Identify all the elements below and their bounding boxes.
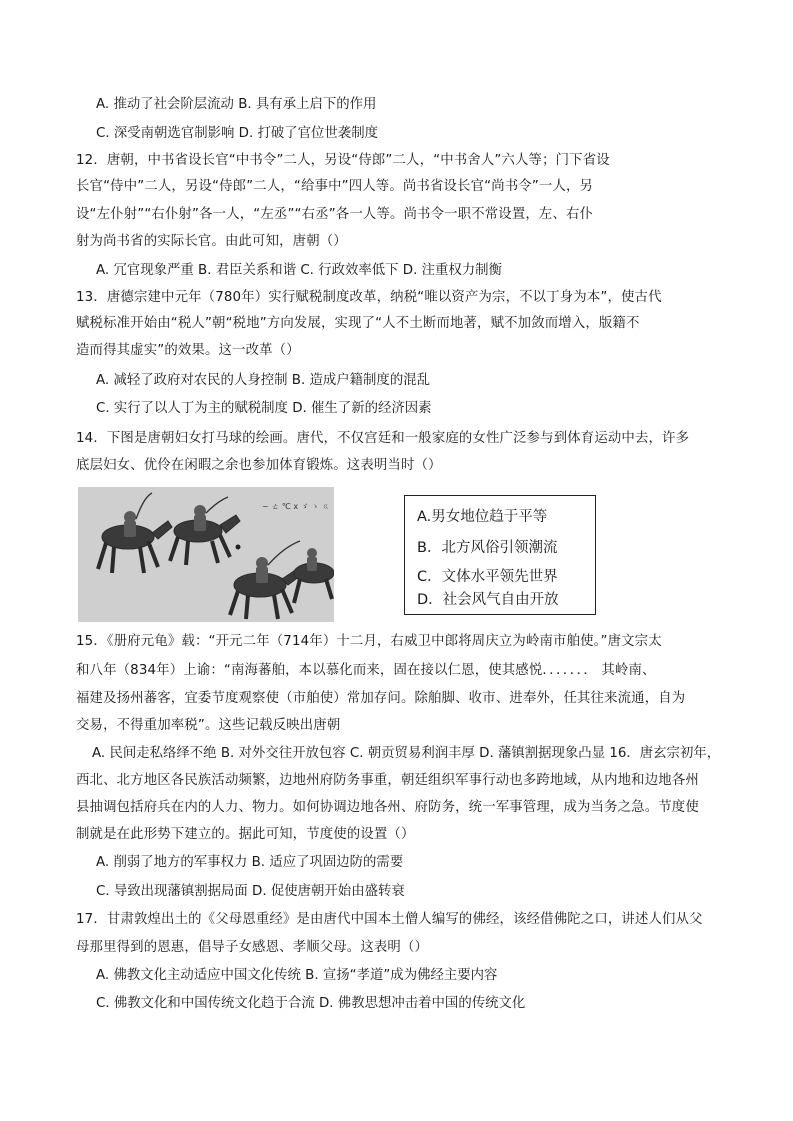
q17-options-ab: A. 佛教文化主动适应中国文化传统 B. 宣扬“孝道”成为佛经主要内容 bbox=[96, 968, 498, 983]
q16-options-ab: A. 削弱了地方的军事权力 B. 适应了巩固边防的需要 bbox=[96, 855, 404, 870]
q12-options: A. 冗官现象严重 B. 君臣关系和谐 C. 行政效率低下 D. 注重权力制衡 bbox=[96, 263, 502, 278]
q14-options-box bbox=[404, 495, 596, 615]
q16-text-line-3: 县抽调包括府兵在内的人力、物力。如何协调边地各州、府防务，统一军事管理，成为当务之急。节度使 bbox=[76, 800, 699, 815]
q13-options-cd: C. 实行了以人丁为主的赋税制度 D. 催生了新的经济因素 bbox=[96, 401, 432, 416]
q17-text-line-1: 17．甘肃敦煌出土的《父母恩重经》是由唐代中国本土僧人编写的佛经，该经借佛陀之口，讲述人们从父 bbox=[76, 912, 703, 927]
q15-text-line-4: 交易，不得重加率税”。这些记载反映出唐朝 bbox=[76, 718, 341, 733]
q14-option-d: D．社会风气自由开放 bbox=[417, 592, 559, 608]
q13-text-line-2: 赋税标准开始由“税人”朝“税地”方向发展，实现了“人不土断而地著，赋不加敛而增入，版籍不 bbox=[76, 316, 640, 331]
q17-text-line-2: 母那里得到的恩惠，倡导子女感恩、孝顺父母。这表明（） bbox=[76, 940, 429, 955]
q14-option-b: B．北方风俗引领潮流 bbox=[417, 540, 558, 556]
q12-text-line-2: 长官“侍中”二人，另设“侍郎”二人，“给事中”四人等。尚书省设长官“尚书令”一人，另 bbox=[76, 179, 594, 194]
q15-text-line-2: 和八年（834年）上谕：“南海蕃舶，本以慕化而来，固在接以仁恩，使其感悦．．．．．．． 其岭南、 bbox=[76, 663, 656, 678]
polo-painting-image bbox=[78, 487, 334, 622]
q13-options-ab: A. 减轻了政府对农民的人身控制 B. 造成户籍制度的混乱 bbox=[96, 373, 430, 388]
q16-text-line-4: 制就是在此形势下建立的。据此可知，节度使的设置（） bbox=[76, 827, 415, 842]
q12-text-line-3: 设“左仆射”“右仆射”各一人，“左丞”“右丞”各一人等。尚书令一职不常设置，左、右仆 bbox=[76, 207, 594, 222]
q11-options-ab: A. 推动了社会阶层流动 B. 具有承上启下的作用 bbox=[96, 97, 377, 112]
q15-text-line-1: 15．《册府元龟》载：“开元二年（714年）十二月，右威卫中郎将周庆立为岭南市舶使。”唐文宗太 bbox=[76, 634, 662, 649]
q11-options-cd: C. 深受南朝选官制影响 D. 打破了官位世袭制度 bbox=[96, 126, 378, 141]
q15-text-line-3: 福建及扬州蕃客，宜委节度观察使（市舶使）常加存问。除舶脚、收市、进奉外，任其往来流通，自为 bbox=[76, 691, 686, 706]
q13-text-line-1: 13．唐德宗建中元年（780年）实行赋税制度改革，纳税“唯以资产为宗，不以丁身为本”，使古代 bbox=[76, 290, 662, 305]
q12-text-line-4: 射为尚书省的实际长官。由此可知，唐朝（） bbox=[76, 234, 347, 249]
q14-option-c: C．文体水平领先世界 bbox=[417, 569, 558, 585]
q12-text-line-1: 12．唐朝，中书省设长官“中书令”二人，另设“侍郎”二人，“中书舍人”六人等；门下省设 bbox=[76, 153, 610, 168]
q15-options-and-q16-start: A. 民间走私络绎不绝 B. 对外交往开放包容 C. 朝贡贸易利润丰厚 D. 藩镇割据现象凸显 16．唐玄宗初年， bbox=[92, 746, 721, 761]
q14-option-a: A.男女地位趋于平等 bbox=[417, 509, 548, 525]
q13-text-line-3: 造而得其虚实”的效果。这一改革（） bbox=[76, 343, 300, 358]
q16-options-cd: C. 导致出现藩镇割据局面 D. 促使唐朝开始由盛转衰 bbox=[96, 884, 405, 899]
image-caption: ~ ㄊ ℃ ⅹ ゞ ゝ ㄍ bbox=[262, 502, 330, 511]
q17-options-cd: C. 佛教文化和中国传统文化趋于合流 D. 佛教思想冲击着中国的传统文化 bbox=[96, 996, 526, 1011]
q14-text-line-1: 14．下图是唐朝妇女打马球的绘画。唐代，不仅宫廷和一般家庭的女性广泛参与到体育运动中去，许多 bbox=[76, 431, 690, 446]
q16-text-line-2: 西北、北方地区各民族活动频繁，边地州府防务事重，朝廷组织军事行动也多跨地域，从内地和边地各州 bbox=[76, 773, 699, 788]
q14-text-line-2: 底层妇女、优伶在闲暇之余也参加体育锻炼。这表明当时（） bbox=[76, 458, 442, 473]
